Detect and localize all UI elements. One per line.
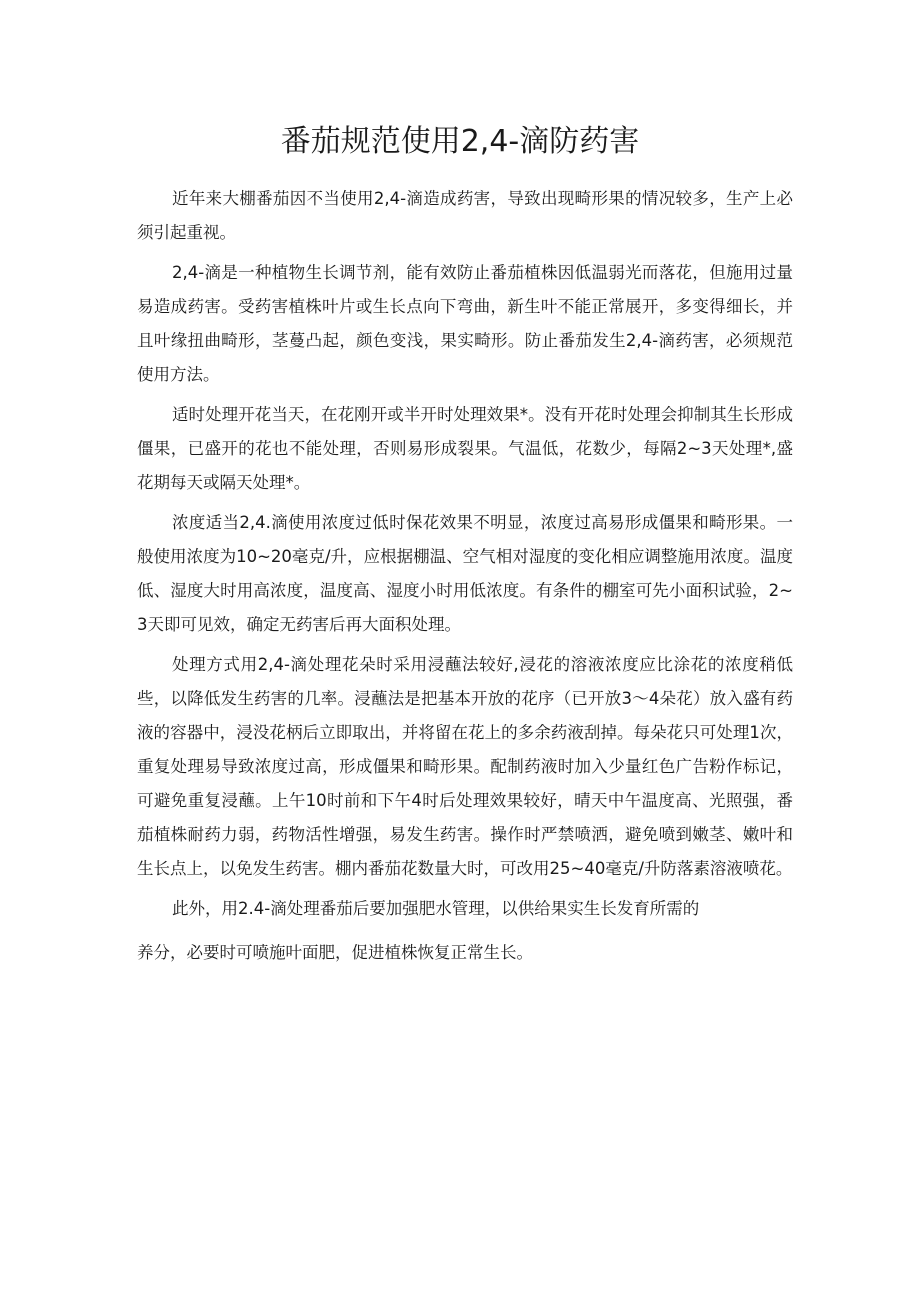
- paragraph-closing-line-1: 此外，用2.4-滴处理番茄后要加强肥水管理，以供给果实生长发育所需的: [172, 899, 700, 918]
- paragraph-intro: 近年来大棚番茄因不当使用2,4-滴造成药害，导致出现畸形果的情况较多，生产上必须引起重视。: [137, 189, 793, 242]
- paragraph-concentration: 浓度适当2,4.滴使用浓度过低时保花效果不明显，浓度过高易形成僵果和畸形果。一般使用浓度为10~20毫克/升，应根据棚温、空气相对湿度的变化相应调整施用浓度。温度低、湿度大时用高浓度，温度高、湿度小时用低浓度。有条件的棚室可先小面积试验，2~3天即可见效，确定无药害后再大面积处理。: [137, 513, 793, 634]
- paragraph-method: 处理方式用2,4-滴处理花朵时采用浸蘸法较好,浸花的溶液浓度应比涂花的浓度稍低些，以降低发生药害的几率。浸蘸法是把基本开放的花序（已开放3～4朵花）放入盛有药液的容器中，浸没花柄后立即取出，并将留在花上的多余药液刮掉。每朵花只可处理1次，重复处理易导致浓度过高，形成僵果和畸形果。配制药液时加入少量红色广告粉作标记，可避免重复浸蘸。上午10时前和下午4时后处理效果较好，晴天中午温度高、光照强，番茄植株耐药力弱，药物活性增强，易发生药害。操作时严禁喷洒，避免喷到嫩茎、嫩叶和生长点上，以免发生药害。棚内番茄花数量大时，可改用25~40毫克/升防落素溶液喷花。: [137, 655, 793, 878]
- paragraph-definition: 2,4-滴是一种植物生长调节剂，能有效防止番茄植株因低温弱光而落花，但施用过量易造成药害。受药害植株叶片或生长点向下弯曲，新生叶不能正常展开，多变得细长，并且叶缘扭曲畸形，茎蔓凸起，颜色变浅，果实畸形。防止番茄发生2,4-滴药害，必须规范使用方法。: [137, 263, 793, 384]
- article-body: [137, 182, 793, 970]
- page-title: 番茄规范使用2,4-滴防药害: [280, 124, 640, 159]
- paragraph-closing-line-2: 养分，必要时可喷施叶面肥，促进植株恢复正常生长。: [137, 943, 533, 962]
- paragraph-timing: 适时处理开花当天，在花刚开或半开时处理效果*。没有开花时处理会抑制其生长形成僵果，已盛开的花也不能处理，否则易形成裂果。气温低，花数少，每隔2~3天处理*,盛花期每天或隔天处理*。: [137, 405, 793, 492]
